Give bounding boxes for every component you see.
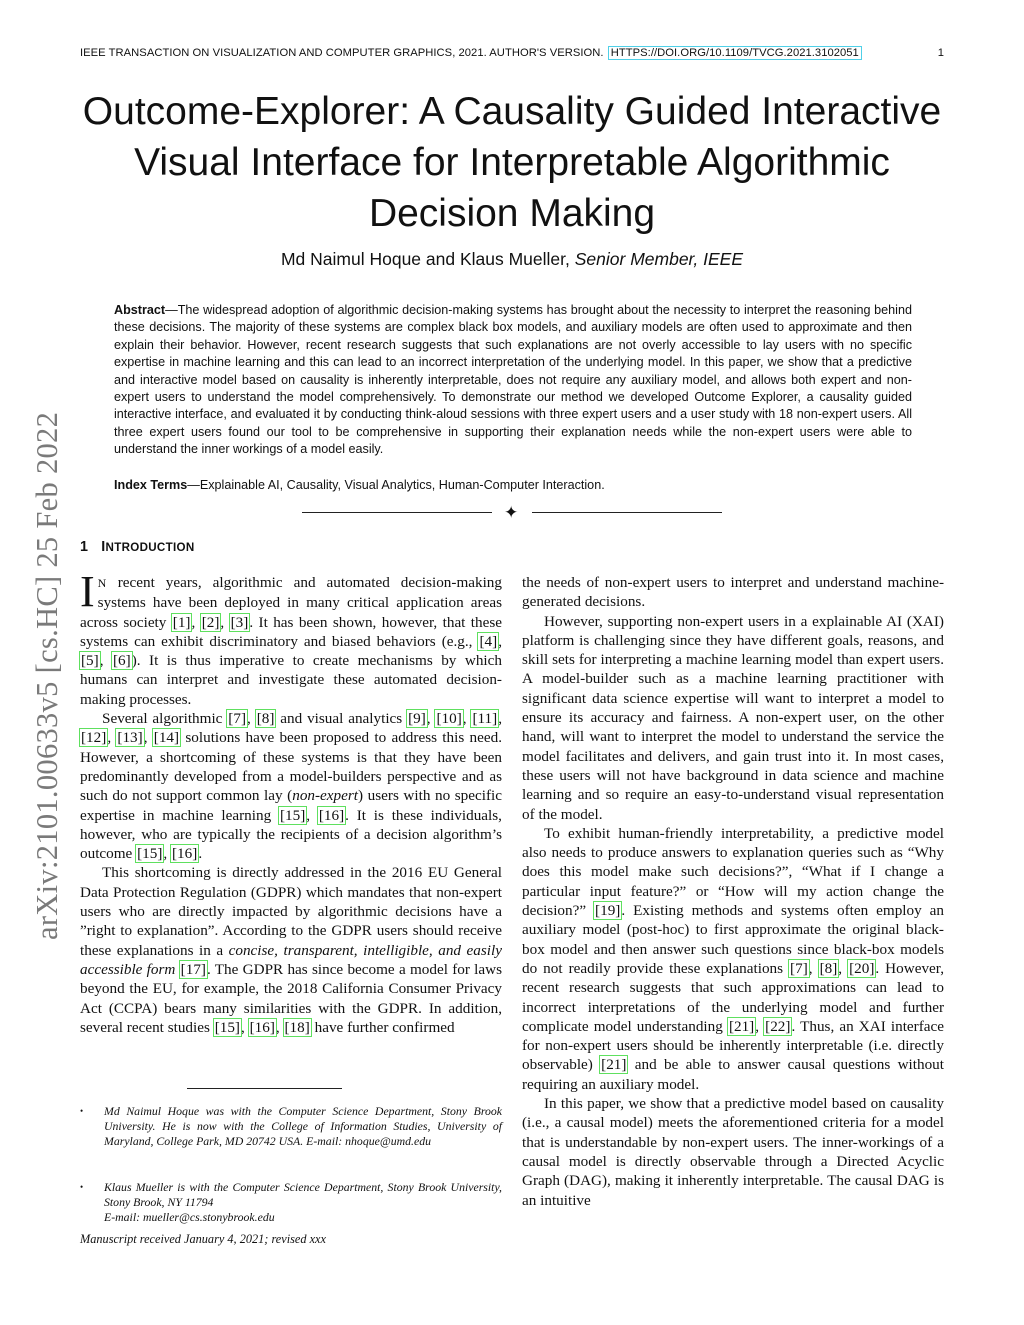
- arxiv-stamp: arXiv:2101.00633v5 [cs.HC] 25 Feb 2022: [30, 411, 64, 940]
- drop-cap: I: [80, 567, 95, 616]
- citation-link[interactable]: [7]: [228, 710, 247, 728]
- right-column: [522, 573, 944, 1210]
- citation-link[interactable]: [12]: [81, 729, 107, 747]
- abstract-text: —The widespread adoption of algorithmic decision-making systems has brought about the necessity to interpret the reasoning behind these decisions. The majority of these systems are complex black box models, and auxiliary models are often used to approximate and then explain their behavior. However, recent research suggests that such explanations are not overly accessible to lay users with no specific expertise in machine learning and this can lead to an incorrect interpretation of the underlying model. In this paper, we show that a predictive and interactive model based on causality is inherently interpretable, does not require any auxiliary model, and allows both expert and non-expert users to understand the model comprehensively. To demonstrate our method we developed Outcome Explorer, a causality guided interactive interface, and evaluated it by conducting think-aloud sessions with three expert users and a user study with 18 non-expert users. All three expert users found our tool to be comprehensive in supporting their explanation needs while the non-expert users were able to understand the inner workings of a model easily.: [114, 303, 912, 457]
- index-terms-text: —Explainable AI, Causality, Visual Analytics, Human-Computer Interaction.: [187, 478, 605, 492]
- citation-link[interactable]: [8]: [819, 959, 838, 977]
- citation-link[interactable]: [15]: [137, 845, 163, 863]
- section-title-rest: NTRODUCTION: [105, 541, 195, 554]
- citation-link[interactable]: [16]: [249, 1018, 275, 1036]
- author-names: Md Naimul Hoque and Klaus Mueller,: [280, 249, 570, 269]
- section-heading: [80, 539, 195, 555]
- footnote-mueller: • Klaus Mueller is with the Computer Science Department, Stony Brook University, Stony Brook, NY 11794 E-mail: mueller@cs.stonybrook.edu: [80, 1180, 502, 1224]
- footnote-hoque: • Md Naimul Hoque was with the Computer Science Department, Stony Brook University. He is now with the College of Information Studies, University of Maryland, College Park, MD 20742 USA. E-mail: nhoque@umd.edu: [80, 1104, 502, 1148]
- citation-link[interactable]: [13]: [117, 729, 143, 747]
- citation-link[interactable]: [18]: [284, 1018, 310, 1036]
- author-role: Senior Member, IEEE: [574, 249, 744, 269]
- citation-link[interactable]: [9]: [408, 710, 426, 728]
- citation-link[interactable]: [8]: [256, 710, 275, 728]
- citation-link[interactable]: [3]: [230, 613, 249, 631]
- section-title-first: I: [101, 539, 106, 555]
- paragraph: However, supporting non-expert users in a explainable AI (XAI) platform is challenging since they have different goals, reasons, and skill sets for interpreting a machine learning model than expert users. A model-builder such as a machine learning practitioner with significant data science expertise will want to interpret a model to ensure its accuracy and fairness. A non-expert user, on the other hand, will want to interpret the model to understand the service the model facilitates and delivers, and gain trust into it. In most cases, these users will not have background in data science and machine learning and so require an easy-to-understand visual representation of the model.: [522, 612, 944, 823]
- section-separator: [302, 503, 722, 523]
- index-terms: [114, 477, 912, 494]
- doi-link[interactable]: HTTPS://DOI.ORG/10.1109/TVCG.2021.3102051: [610, 47, 859, 59]
- page-number: 1: [937, 47, 944, 59]
- citation-link[interactable]: [21]: [601, 1056, 627, 1074]
- citation-link[interactable]: [15]: [214, 1018, 240, 1036]
- separator-diamond-icon: ✦: [504, 503, 519, 522]
- citation-link[interactable]: [17]: [180, 960, 206, 978]
- bullet-icon: •: [80, 1182, 84, 1192]
- paper-title: Outcome-Explorer: A Causality Guided Interactive Visual Interface for Interpretable Algorithmic Decision Making: [82, 90, 942, 235]
- abstract: [114, 302, 912, 459]
- paragraph: In this paper, we show that a predictive model based on causality (i.e., a causal model) meets the aforementioned criteria for a model that is understandable by non-expert users. The inner-workings of a causal model is directly observable through a Directed Acyclic Graph (DAG), making it inherently interpretable. The causal DAG is an intuitive: [522, 1095, 944, 1209]
- author-line: [80, 249, 944, 270]
- footnote-email: E-mail: mueller@cs.stonybrook.edu: [104, 1210, 275, 1224]
- journal-line: IEEE TRANSACTION ON VISUALIZATION AND COMPUTER GRAPHICS, 2021. AUTHOR'S VERSION.: [80, 47, 604, 59]
- citation-link[interactable]: [10]: [436, 710, 462, 728]
- citation-link[interactable]: [1]: [172, 613, 191, 631]
- bullet-icon: •: [80, 1106, 84, 1116]
- paragraph: the needs of non-expert users to interpret and understand machine-generated decisions.: [522, 574, 944, 611]
- citation-link[interactable]: [22]: [765, 1017, 791, 1035]
- left-column: [80, 567, 503, 1037]
- citation-link[interactable]: [6]: [113, 652, 131, 670]
- paragraph: Several algorithmic [7], [8] and visual analytics [9], [10], [11], [12], [13], [14] solutions have been proposed to address this need. However, a shortcoming of these systems is that they have been predominantly developed from a model-builders perspective and as such do not support common lay (non-expert) users with no specific expertise in machine learning [15], [16]. It is these individuals, however, who are typically the recipients of a decision algorithm’s outcome [15], [16].: [80, 710, 502, 863]
- citation-link[interactable]: [14]: [153, 729, 180, 747]
- citation-link[interactable]: [19]: [595, 902, 621, 920]
- citation-link[interactable]: [4]: [479, 632, 498, 650]
- section-number: 1: [80, 539, 89, 555]
- citation-link[interactable]: [11]: [472, 710, 498, 728]
- abstract-label: Abstract: [114, 303, 166, 317]
- citation-link[interactable]: [20]: [849, 959, 875, 977]
- paragraph: To exhibit human-friendly interpretability, a predictive model also needs to produce answers to explanation queries such as “Why does this model make such decisions?”, “What if I change a particular input feature?” or “How will my action change the decision?” [19]. Existing methods and systems often employ an auxiliary model (post-hoc) to first approximate the original black-box model and then answer such questions since black-box models do not readily provide these explanations [7], [8], [20]. However, recent research suggests that such approximations can lead to incorrect interpretations of the underlying model and further complicate model understanding [21], [22]. Thus, an XAI interface for non-expert users should be inherently interpretable (i.e. directly observable) [21] and be able to answer causal questions without requiring an auxiliary model.: [522, 824, 945, 1093]
- citation-link[interactable]: [7]: [790, 959, 808, 977]
- citation-link[interactable]: [15]: [279, 806, 306, 824]
- citation-link[interactable]: [16]: [318, 806, 345, 824]
- paragraph: This shortcoming is directly addressed in the 2016 EU General Data Protection Regulation (GDPR) which mandates that non-expert users who are directly impacted by algorithmic decisions have a ”right to explanation”. According to the GDPR users should receive these explanations in a concise, transparent, intelligible, and easily accessible form [17]. The GDPR has since become a model for laws beyond the EU, for example, the 2018 California Consumer Privacy Act (CCPA) bears many similarities with the GDPR. In addition, several recent studies [15], [16], [18] have further confirmed: [80, 864, 503, 1036]
- citation-link[interactable]: [5]: [81, 652, 99, 670]
- citation-link[interactable]: [21]: [728, 1017, 755, 1035]
- citation-link[interactable]: [16]: [172, 845, 198, 863]
- footnote-rule: [187, 1088, 342, 1089]
- index-terms-label: Index Terms: [114, 478, 188, 492]
- running-header: [80, 47, 944, 63]
- citation-link[interactable]: [2]: [201, 613, 220, 631]
- separator-line-right: [532, 512, 722, 513]
- paragraph: I N recent years, algorithmic and automated decision-making systems have been deployed in many critical application areas across society [1], [2], [3]. It has been shown, however, that these systems can exhibit discriminatory and biased behaviors (e.g., [4], [5], [6]). It is thus imperative to create mechanisms by which humans can interpret and investigate these automated decision-making processes.: [80, 567, 503, 708]
- separator-line-left: [302, 512, 492, 513]
- manuscript-received: Manuscript received January 4, 2021; revised xxx: [80, 1232, 326, 1246]
